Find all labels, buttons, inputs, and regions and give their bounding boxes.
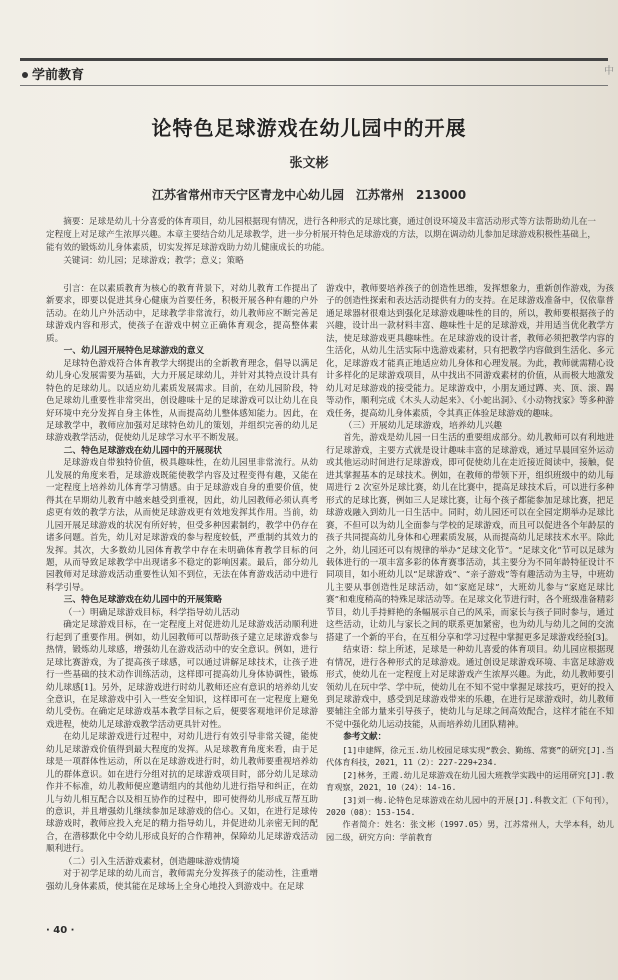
abstract-block: [46, 216, 604, 268]
paragraph: 引言：在以素质教育为核心的教育背景下，对幼儿教育工作提出了新要求，即要以促进其身心健康为首要任务，积极开展各种有趣的户外活动。在幼儿户外活动中，足球教学非常流行，幼儿教师应不断完善足球游戏内容和形式，使孩子在游戏中树立正确体育观念，提高整体素质。: [46, 284, 318, 344]
paragraph: 足球特色游戏符合体育教学大纲提出的全新教育理念，倡导以满足幼儿身心发展需要为基础，大力开展足球幼儿，并针对其特点设计具有特色的足球幼儿。以适应幼儿素质发展需求。目前，在幼儿园阶段，特色足球幼儿重要性非常突出，创设趣味十足的足球游戏可以让幼儿在良好环境中充分发挥自身主体性，从而提高幼儿整体感知能力。因此，在足球教学中，教师应加强对足球特色幼儿的策划，并组织完善的幼儿足球游戏教学活动，促使幼儿足球学习水平不断发展。: [46, 358, 318, 444]
left-column: [46, 283, 318, 893]
paragraph: 在幼儿足球游戏进行过程中，对幼儿进行有效引导非常关键，能使幼儿足球游戏价值得到最大程度的发挥。从足球教育角度来看，由于足球是一项群体性运动，所以在足球游戏进行时，幼儿教师要重视培养幼儿的群体意识。如在进行分组对抗的足球游戏项目时，部分幼儿足球动作并不标准，幼儿教师便应邀请组内的其他幼儿进行指导和纠正，在幼儿与幼儿相互配合以及相互协作的过程中，即可使得幼儿形成互帮互助的意识，并且增强幼儿继续参加足球游戏的信心。又如，在进行足球传球游戏时，教师应投入充足的精力指导幼儿，并促进幼儿亲密无间的配合，在潜移默化中令幼儿形成良好的合作精神，保障幼儿足球游戏活动顺利进行。: [46, 732, 318, 855]
edge-mark: 中: [604, 66, 614, 77]
right-column: [326, 283, 614, 843]
abstract: 摘要：足球是幼儿十分喜爱的体育项目，幼儿园根据现有情况，进行各种形式的足球比赛，通过创设环境及丰富活动形式等方法帮助幼儿在一定程度上对足球产生浓厚兴趣。本章主要结合幼儿足球教学，进一步分析展开特色足球游戏的方法，以期在调动幼儿参加足球游戏积极性基础上，能有效的锻炼幼儿身体素质，切实发挥足球游戏助力幼儿健康成长的功能。: [46, 217, 597, 253]
affiliation: 江苏省常州市天宁区青龙中心幼儿园 江苏常州 213000: [151, 188, 467, 202]
paragraph: 结束语：综上所述，足球是一种幼儿喜爱的体育项目。幼儿园应根据现有情况，进行各种形式的足球游戏。通过创设足球游戏环境、丰富足球游戏形式，使幼儿在一定程度上对足球游戏产生浓厚兴趣。为此，幼儿教师要引领幼儿在玩中学、学中玩，使幼儿在不知不觉中掌握足球技巧，更好的投入到足球游戏中，感受到足球游戏带来的乐趣，在进行足球游戏时，幼儿教师要辅注全部力量来引导孩子，使幼儿与足球之间高效配合，这样才能在不知不觉中强化幼儿运动技能，从而培养幼儿团队精神。: [326, 645, 614, 730]
paragraph: 首先，游戏是幼儿园一日生活的重要组成部分。幼儿教师可以有利地进行足球游戏，主要方式就是设计趣味丰富的足球游戏，通过早晨回室外运动或其他运动时间进行足球游戏，即可促使幼儿在走近接近阅读中，接触，促进其掌握基本的足球技术。例如，在教师的带领下开，组织班级中的幼儿每周进行 2 次室外足球比赛，幼儿在比赛中，提高足球技术后，可以进行多种形式的足球比赛，例如三人足球比赛，让每个孩子都能参加足球比赛，把足球游戏融入到幼儿一日生活中。同时，幼儿园还可以在全园定期举办足球比赛，不但可以为幼儿全面参与学校的足球游戏，而且可以促进各个年龄层的孩子共同提高幼儿身体和心理素质发展，从而提高幼儿足球技术水平。除此之外，幼儿园还可以有规律的举办“足球文化节”。“足球文化”节可以足球为载体进行的一项丰富多彩的体育赛事活动，其主要分为不同年龄特征设计不同项目，如小班幼儿以“足球游戏”、“亲子游戏”等有趣活动为主导，中班幼儿主要从事创造性足球活动，如“家庭足球”，大班幼儿参与“家庭足球比赛”和难度稍高的特殊足球活动等。在足球文化节进行时，各个班级准备精彩节目，幼儿手持鲜艳的条幅展示自己的风采，而家长与孩子同时参与，通过这些活动，让幼儿与家长之间的联系更加紧密，也为幼儿与幼儿之间的交流搭建了一个新的平台，在互相分享和学习过程中掌握更多足球游戏经验[3]。: [326, 433, 614, 643]
author: 张文彬: [289, 156, 329, 171]
section-heading: （二）引入生活游戏素材，创造趣味游戏情境: [63, 856, 240, 867]
article-title: 论特色足球游戏在幼儿园中的开展: [151, 116, 467, 140]
reference: [2]林务，王霞.幼儿足球游戏在幼儿园大班教学实践中的运用研究[J].教育观察，2021，10（24）：14-16.: [326, 769, 614, 793]
reference: [1]申建辉，徐元玉.幼儿校园足球实现“教会、勤练、常赛”的研究[J].当代体育科技，2021，11（2）：227-229+234.: [326, 744, 614, 768]
section-label: 学前教育: [32, 67, 85, 83]
section-heading: 二、特色足球游戏在幼儿园中的开展现状: [63, 445, 222, 456]
bullet-icon: [22, 72, 28, 78]
section-heading: （一）明确足球游戏目标，科学指导幼儿活动: [63, 607, 240, 618]
paragraph: 对于初学足球的幼儿而言，教师需充分发挥孩子的能动性，注重增强幼儿身体素质，使其能在足球场上全身心地投入到游戏中。在足球: [46, 869, 318, 892]
section-tag: [20, 64, 84, 83]
paragraph: 确定足球游戏目标，在一定程度上对促进幼儿足球游戏活动顺利进行起到了重要作用。例如，幼儿园教师可以帮助孩子建立足球游戏参与热情，锻炼幼儿球感，增强幼儿在游戏活动中的安全意识。例如，进行足球比赛游戏，为了提高孩子球感，可以通过讲解足球技术，让孩子进行一些基础的技术动作训练活动，这样即可提高幼儿身体协调性，锻炼幼儿球感[1]。另外，足球游戏进行时幼儿教师还应有意识的培养幼儿安全意识，在足球游戏中引入一些安全知识，这样即可在一定程度上避免幼儿受伤。在确定足球游戏基本教学目标之后，便要客观地评价足球游戏进程，使幼儿足球游戏教学活动更具针对性。: [46, 620, 318, 730]
section-heading: 一、幼儿园开展特色足球游戏的意义: [63, 346, 205, 357]
reference: 参考文献：: [343, 732, 387, 743]
paragraph: 游戏中，教师要培养孩子的创造性思维，发挥想象力，重新创作游戏，为孩子的创造性探索和表达活动提供有力的支持。在足球游戏准备中，仅依靠普通足球器材很难达到强化足球游戏趣味性的目的，所以，教师要根据孩子的兴趣，设计出一款材料丰富、趣味性十足的足球游戏，并用适当优化教学方法，使足球游戏更具趣味性。在足球游戏的设计者，教师必须把教学内容的生活化，从幼儿生活实际中选游戏素材，只有把教学内容做到生活化、多元化，足球游戏才能真正地适应幼儿身体和心理发展。为此，教师就需精心设计多样化的足球游戏项目，从中找出不同游戏素材的价值，从而极大地激发幼儿对足球游戏的接受能力。足球游戏中，小朋友通过蹲、夹、顶、滚、踢等动作，顺利完成《木头人动起来》、《小蛇出洞》、《小动物找家》等多种游戏任务，提高幼儿身体素质，令其真正体验足球游戏的趣味。: [326, 284, 614, 419]
section-heading: （三）开展幼儿足球游戏，培养幼儿兴趣: [343, 420, 502, 431]
section-heading: 三、特色足球游戏在幼儿园中的开展策略: [63, 595, 222, 606]
reference: 作者简介：姓名：张文彬（1997.05）男，江苏常州人，大学本科，幼儿园二级，研究方向：学前教育: [326, 819, 614, 842]
page-number: · 40 ·: [46, 925, 75, 936]
reference: [3]刘一梅.论特色足球游戏在幼儿园中的开展[J].科教文汇（下旬刊），2020（08）：153-154.: [326, 794, 614, 818]
header-bar: [20, 58, 608, 86]
keywords: 关键词：幼儿园；足球游戏；教学；意义；策略: [63, 256, 244, 266]
paragraph: 足球游戏自带独特价值，极具趣味性，在幼儿园里非常流行。从幼儿发展的角度来看，足球游戏既能使教学内容及过程变得有趣，又能在一定程度上培养幼儿体育学习情感。由于足球游戏自身的重要价值，使得其在早期幼儿教育中越来越受到重视，因此，幼儿园教师必须认真考虑更有效的教学方法，从而使足球游戏更有效地发挥其作用。当前，幼儿园开展足球游戏的状况有所好转，但受多种因素制约，教学中仍存在诸多问题。首先，幼儿对足球游戏的参与程度较低，严重制约其效力的发挥。其次，大多数幼儿园体育教学中存在未明确体育教学目标的问题，从而导致足球教学中出现诸多不稳定的影响因素。最后，部分幼儿园教师对足球游戏活动重要性认知不到位，无法在体育游戏活动中进行科学引导。: [46, 458, 318, 593]
